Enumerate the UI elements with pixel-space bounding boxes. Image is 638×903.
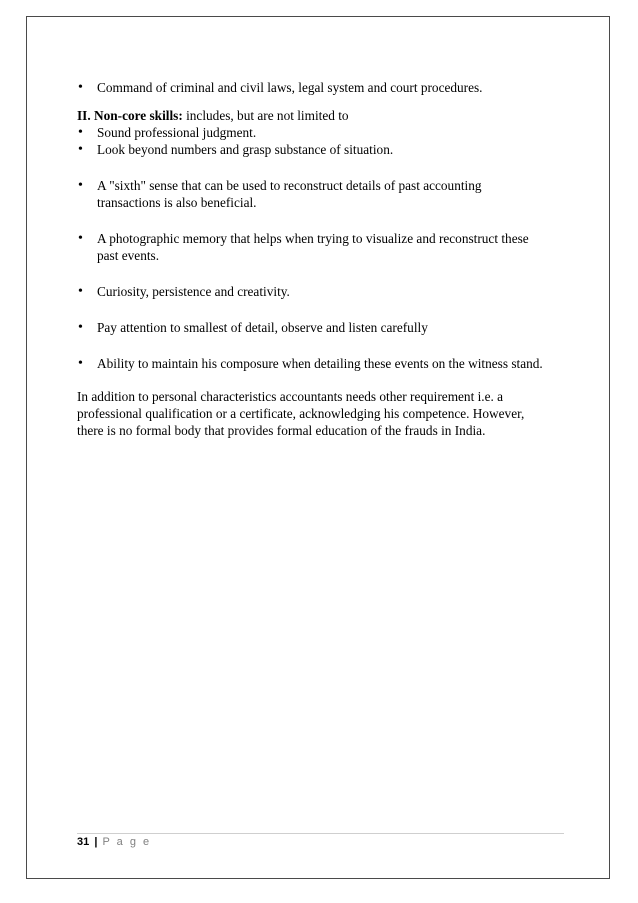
list-item: • A photographic memory that helps when trying to visualize and reconstruct these past events. — [77, 230, 547, 264]
list-item: • Ability to maintain his composure when detailing these events on the witness stand. — [77, 355, 547, 372]
page-footer — [77, 836, 151, 848]
list-item: • Pay attention to smallest of detail, observe and listen carefully — [77, 319, 547, 336]
list-item: • Look beyond numbers and grasp substance of situation. — [77, 141, 547, 158]
section-heading — [77, 107, 547, 124]
page-number: 31 — [77, 836, 90, 848]
page-content — [77, 79, 547, 439]
list-item: • Command of criminal and civil laws, legal system and court procedures. — [77, 79, 547, 96]
page-label: P a g e — [102, 836, 152, 848]
footer-rule — [77, 833, 564, 834]
section-heading-bold: II. Non-core skills: — [77, 108, 183, 123]
list-item: • Curiosity, persistence and creativity. — [77, 283, 547, 300]
list-item: • Sound professional judgment. — [77, 124, 547, 141]
non-core-skills-list — [77, 141, 547, 372]
non-core-skills-first — [77, 124, 547, 141]
list-item: • A "sixth" sense that can be used to reconstruct details of past accounting transactions is also beneficial. — [77, 177, 547, 211]
body-paragraph: In addition to personal characteristics accountants needs other requirement i.e. a professional qualification or a certificate, acknowledging his competence. However, there is no formal body that provides formal education of the frauds in India. — [77, 389, 525, 438]
core-skills-list — [77, 79, 547, 96]
section-heading-text: includes, but are not limited to — [182, 108, 349, 123]
footer-separator: | — [94, 836, 98, 848]
